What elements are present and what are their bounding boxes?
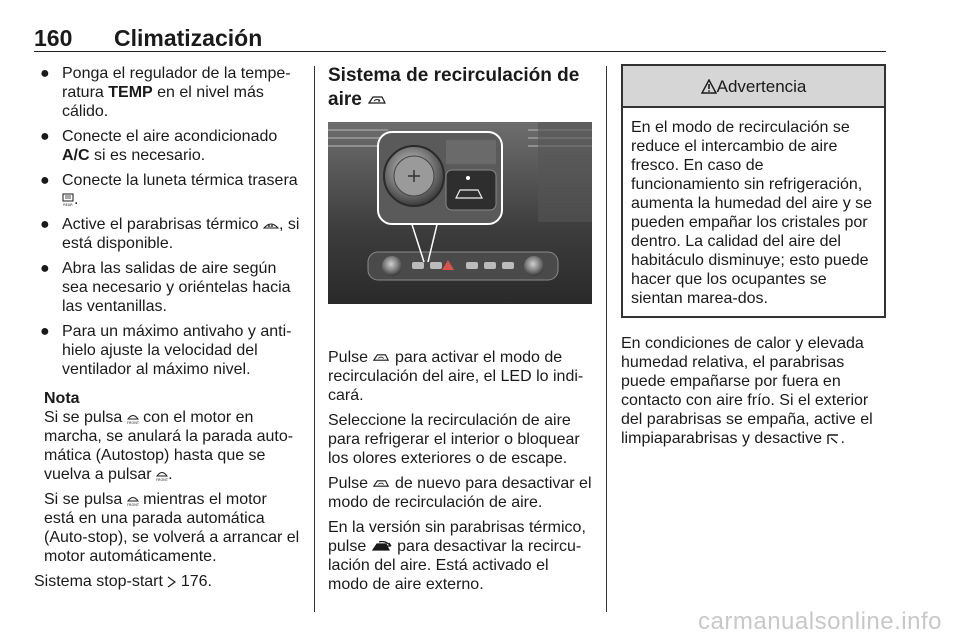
note-title: Nota [44, 390, 80, 407]
rear-window-defrost-icon [62, 193, 74, 207]
page-reference-arrow-icon [167, 576, 176, 588]
paragraph: Seleccione la recirculación de aire para refrigerar el interior o bloquear los olores exteriores o de escape. [328, 412, 580, 467]
windscreen-heating-icon [263, 218, 279, 232]
warning-title: Advertencia [716, 76, 807, 96]
list-item: ● Abra las salidas de aire según sea necesario y oriéntelas hacia las ventanillas. [40, 260, 291, 315]
air-recirculation-icon [372, 352, 390, 363]
warning-box [621, 64, 886, 318]
outside-air-icon [371, 541, 393, 553]
paragraph: Pulse para activar el modo de recirculación del aire, el LED lo indi-cará. [328, 349, 584, 404]
note-paragraph: Si se pulsa FRONT con el motor en marcha, se anulará la parada auto-mática (Autostop) hasta que se vuelva a pulsar FRONT . [44, 409, 294, 483]
temp-control-label: TEMP [108, 84, 153, 101]
list-item: ● Active el parabrisas térmico , si está disponible. [40, 216, 300, 252]
warning-icon [701, 79, 717, 94]
ac-button-label: A/C [62, 147, 90, 164]
front-defrost-icon [127, 493, 139, 507]
climate-control-photo [328, 122, 592, 304]
air-recirculation-icon [372, 478, 390, 489]
note-block [34, 389, 300, 566]
paragraph: En condiciones de calor y elevada humedad relativa, el parabrisas puede empañarse por fuera en contacto con aire frío. Si el exterior del parabrisas se empaña, active el limpiaparabrisas y desactive . [621, 335, 873, 447]
svg-text:FRONT: FRONT [126, 420, 139, 425]
page-number: 160 [34, 25, 73, 51]
list-item: ● Ponga el regulador de la tempe-ratura TEMP en el nivel más cálido. [40, 65, 291, 120]
page-header [34, 25, 886, 51]
section-title: Sistema de recirculación de aire [328, 65, 580, 110]
windscreen-wiper-icon [826, 432, 840, 446]
watermark: carmanualsonline.info [698, 608, 942, 635]
warning-header [623, 66, 884, 108]
paragraph: Pulse de nuevo para desactivar el modo de recirculación de aire. [328, 475, 592, 511]
front-defrost-icon [127, 411, 139, 425]
svg-text:FRONT: FRONT [126, 502, 139, 507]
cross-reference[interactable]: Sistema stop-start 176. [34, 573, 212, 590]
header-rule [34, 51, 886, 52]
column-2 [328, 64, 592, 600]
paragraph: En la versión sin parabrisas térmico, pulse para desactivar la recircu-lación del aire. Está activado el modo de aire externo. [328, 519, 586, 593]
front-defrost-icon [156, 468, 168, 482]
note-paragraph: Si se pulsa FRONT mientras el motor está en una parada automática (Auto-stop), se volverá a arrancar el motor automáticamente. [44, 491, 300, 565]
svg-text:REAR: REAR [63, 202, 73, 207]
svg-text:FRONT: FRONT [156, 477, 169, 482]
column-3 [621, 64, 886, 454]
air-recirculation-icon [367, 94, 387, 106]
list-item: ● Conecte la luneta térmica trasera REAR . [40, 172, 298, 208]
warning-body: En el modo de recirculación se reduce el intercambio de aire fresco. En caso de funcionamiento sin refrigeración, aumenta la humedad del aire y se pueden empañar los cristales por dentro. La calidad del aire del habitáculo disminuye; esto puede hacer que los ocupantes se sientan marea-dos. [631, 119, 873, 307]
chapter-title: Climatización [114, 25, 263, 51]
column-1 [34, 64, 300, 597]
list-item: ● Para un máximo antivaho y anti-hielo ajuste la velocidad del ventilador al máximo nivel. [40, 323, 292, 378]
column-divider-1 [314, 66, 315, 612]
column-divider-2 [606, 66, 607, 612]
list-item: ● Conecte el aire acondicionado A/C si es necesario. [40, 128, 278, 164]
bullet-list [34, 64, 300, 379]
